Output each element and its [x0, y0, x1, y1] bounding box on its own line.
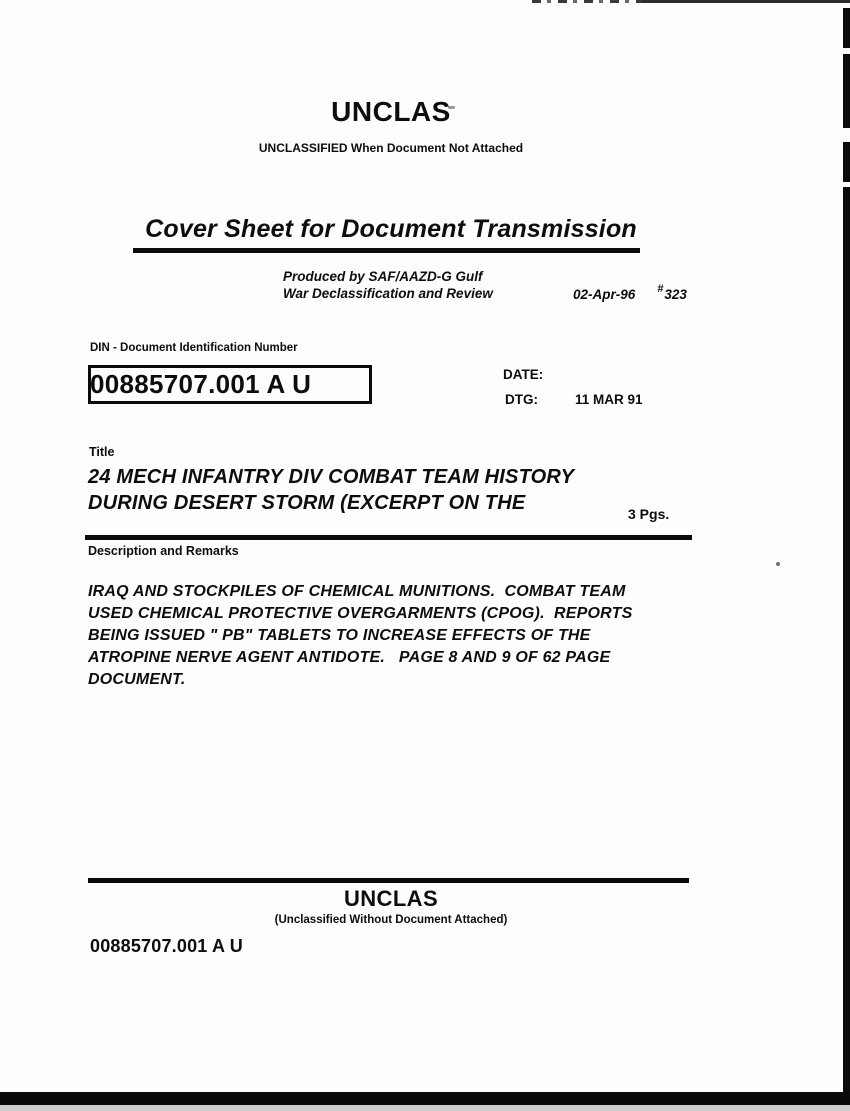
- header-classification-note: UNCLASSIFIED When Document Not Attached: [258, 141, 524, 155]
- description-line: ATROPINE NERVE AGENT ANTIDOTE. PAGE 8 AND 9 OF 62 PAGE: [88, 649, 611, 666]
- description-line: IRAQ AND STOCKPILES OF CHEMICAL MUNITIONS. COMBAT TEAM: [88, 583, 626, 600]
- document-title: [88, 464, 574, 516]
- scan-artifact-speck: [776, 562, 780, 566]
- scan-artifact-right-edge-bar: [843, 8, 850, 1094]
- description-line: DOCUMENT.: [88, 671, 186, 688]
- produced-date: 02-Apr-96: [573, 287, 636, 302]
- page-count: 3 Pgs.: [628, 506, 670, 522]
- scan-artifact-gap: [843, 182, 850, 187]
- footer-classification: UNCLAS: [343, 886, 439, 911]
- description-line: USED CHEMICAL PROTECTIVE OVERGARMENTS (CPOG). REPORTS: [88, 605, 633, 622]
- scan-artifact-bottom-bar: [0, 1092, 850, 1105]
- header-classification: UNCLAS: [331, 96, 451, 127]
- dtg-value: 11 MAR 91: [575, 392, 643, 407]
- document-title-line2: DURING DESERT STORM (EXCERPT ON THE: [88, 492, 526, 514]
- page-title-underline: [133, 248, 640, 253]
- produced-date-row: [573, 283, 687, 302]
- section-divider-rule: [85, 535, 692, 540]
- din-box: [88, 365, 372, 404]
- document-title-line1: 24 MECH INFANTRY DIV COMBAT TEAM HISTORY: [88, 466, 575, 488]
- dtg-label: DTG:: [505, 392, 538, 407]
- produced-by-block: [283, 268, 493, 302]
- description-line: BEING ISSUED " PB" TABLETS TO INCREASE EFFECTS OF THE: [88, 627, 591, 644]
- title-section-label: Title: [89, 445, 115, 459]
- footer-classification-note: (Unclassified Without Document Attached): [274, 914, 508, 926]
- number-sign: #: [657, 283, 664, 295]
- footer-din-value: 00885707.001 A U: [90, 936, 243, 956]
- footer-divider-rule: [88, 878, 689, 883]
- date-label: DATE:: [503, 367, 544, 382]
- din-value: 00885707.001 A U: [90, 369, 312, 399]
- page-title: Cover Sheet for Document Transmission: [145, 215, 637, 243]
- description-text: [88, 581, 632, 691]
- description-label: Description and Remarks: [88, 544, 239, 558]
- scan-artifact-gap: [843, 128, 850, 142]
- din-label: DIN - Document Identification Number: [90, 342, 298, 354]
- scan-artifact-top-dashed-line: [532, 0, 642, 3]
- produced-by-line2: War Declassification and Review: [283, 286, 493, 301]
- sheet-number: 323: [664, 287, 687, 302]
- scan-artifact-top-line: [642, 0, 850, 3]
- scan-artifact-bottom-gray-strip: [0, 1105, 850, 1111]
- scan-artifact-gap: [843, 48, 850, 54]
- produced-by-line1: Produced by SAF/AAZD-G Gulf: [283, 269, 483, 284]
